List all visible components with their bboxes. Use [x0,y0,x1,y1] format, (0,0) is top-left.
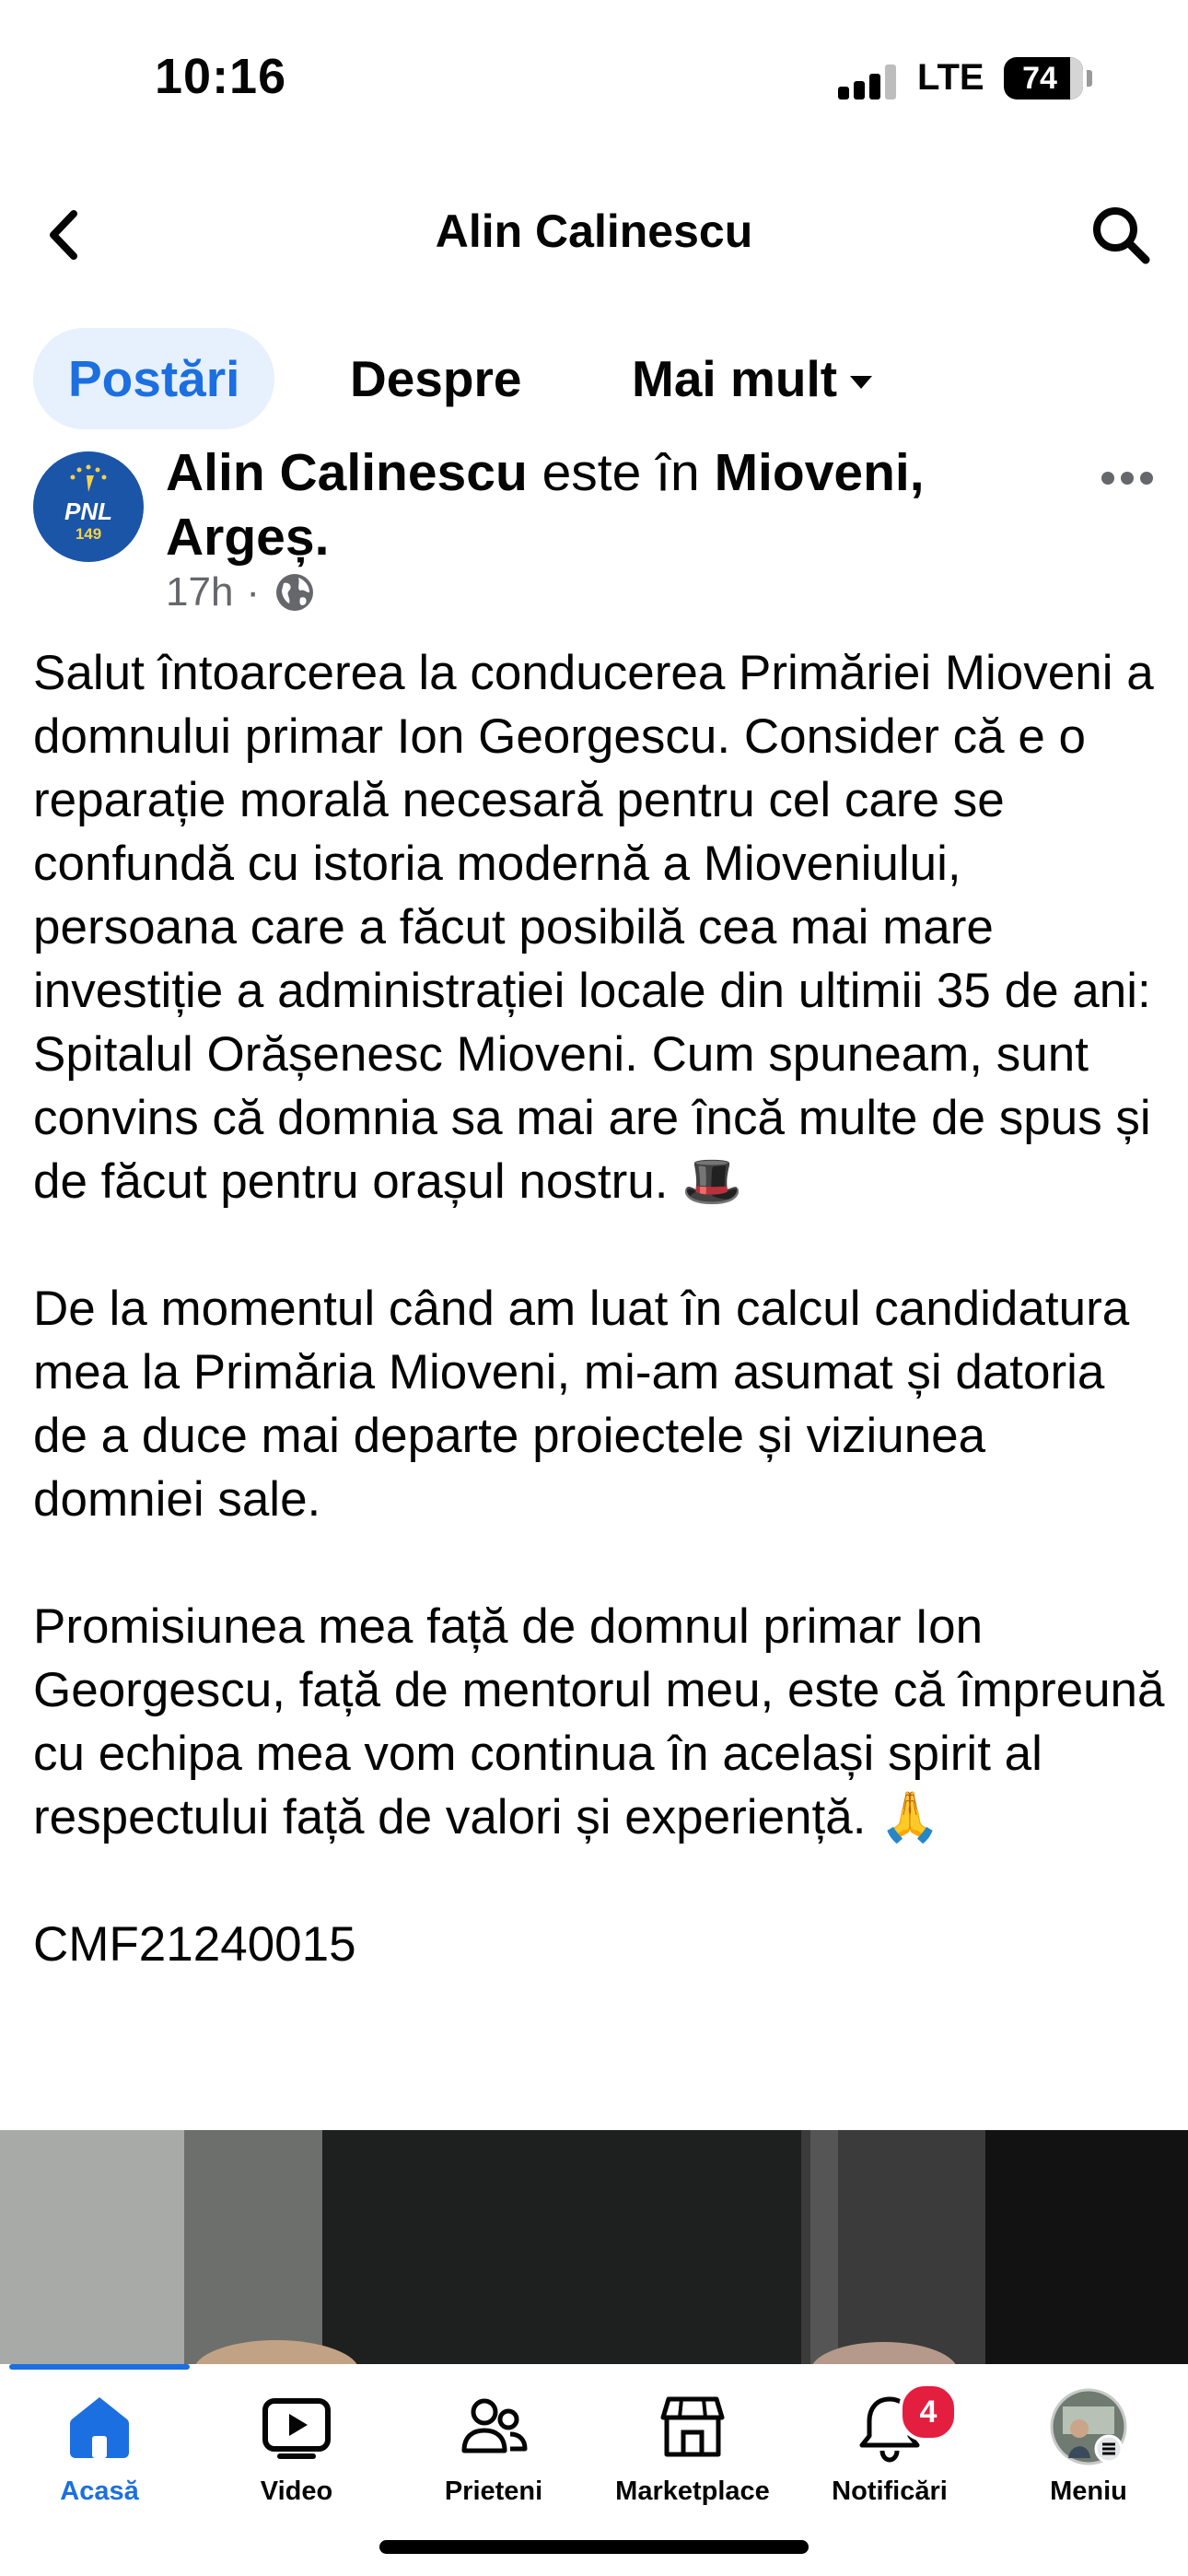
post-paragraph: Promisiunea mea față de domnul primar Ion Georgescu, față de mentorul meu, este că împreună cu echipa mea vom continua în același spirit al respectului față de valori și experiență. 🙏 [33,1599,1165,1844]
nav-menu-label: Meniu [1050,2476,1127,2506]
nav-home-label: Acasă [60,2476,139,2506]
post-time[interactable]: 17h [166,569,234,615]
status-bar [0,0,1188,157]
post-photo[interactable] [0,2130,1188,2364]
page-title: Alin Calinescu [435,205,753,257]
post-header: Alin Calinescu este în Mioveni, Argeș. [166,443,925,567]
author-avatar[interactable] [33,451,144,562]
post-location[interactable]: Mioveni, Argeș [166,443,925,567]
battery-level: 74 [1022,61,1057,96]
nav-video-label: Video [260,2476,333,2506]
search-icon [1089,203,1153,267]
nav-friends-label: Prieteni [444,2476,543,2506]
signal-icon [838,64,897,100]
caret-down-icon [850,376,872,389]
avatar-logo-text: PNL [64,498,112,525]
nav-menu[interactable] [1006,2388,1171,2507]
post-tag: CMF21240015 [33,1917,356,1972]
post-author[interactable]: Alin Calinescu [166,443,528,502]
nav-notifications-label: Notificări [832,2476,948,2506]
marketplace-icon [654,2388,731,2465]
avatar-logo-number: 149 [75,525,102,543]
active-tab-indicator [9,2364,190,2370]
battery-icon [1004,57,1083,100]
nav-home[interactable] [17,2388,182,2507]
status-time: 10:16 [155,49,287,104]
battery-tip [1087,70,1092,87]
stars-logo-icon [68,464,109,498]
nav-friends[interactable] [411,2388,577,2507]
post-connector: este în [542,443,700,502]
friends-icon [455,2388,532,2465]
notification-badge: 4 [899,2383,958,2441]
nav-video[interactable] [214,2388,379,2507]
nav-marketplace-label: Marketplace [615,2476,770,2506]
home-icon [61,2388,138,2465]
tab-more-label: Mai mult [632,350,838,407]
network-type: LTE [917,57,984,98]
nav-marketplace[interactable] [610,2388,775,2507]
video-icon [258,2388,335,2465]
search-button[interactable] [1089,203,1153,267]
globe-icon [273,570,317,615]
post-body [33,641,1166,1976]
home-indicator[interactable] [379,2540,809,2554]
tab-about[interactable]: Despre [350,350,522,407]
photo-image [0,2130,1188,2364]
nav-notifications[interactable] [807,2388,973,2507]
tab-posts[interactable]: Postări [33,328,274,429]
post-meta: 17h · [166,569,317,615]
post-paragraph: De la momentul când am luat în calcul candidatura mea la Primăria Mioveni, mi-am asumat și datoria de a duce mai departe proiectele și viziunea domniei sale. [33,1282,1130,1527]
more-options-button[interactable] [1101,472,1153,486]
tab-more[interactable] [632,328,872,429]
menu-avatar-icon [1050,2388,1127,2465]
post-paragraph: Salut întoarcerea la conducerea Primăriei Mioveni a domnului primar Ion Georgescu. Consider că e o reparație morală necesară pentru cel care se confundă cu istoria modernă a Mioveniului, persoana care a făcut posibilă cea mai mare investiție a administrației locale din ultimii 35 de ani: Spitalul Orășenesc Mioveni. Cum spuneam, sunt convins că domnia sa mai are încă multe de spus și de făcut pentru orașul nostru. 🎩 [33,646,1154,1209]
